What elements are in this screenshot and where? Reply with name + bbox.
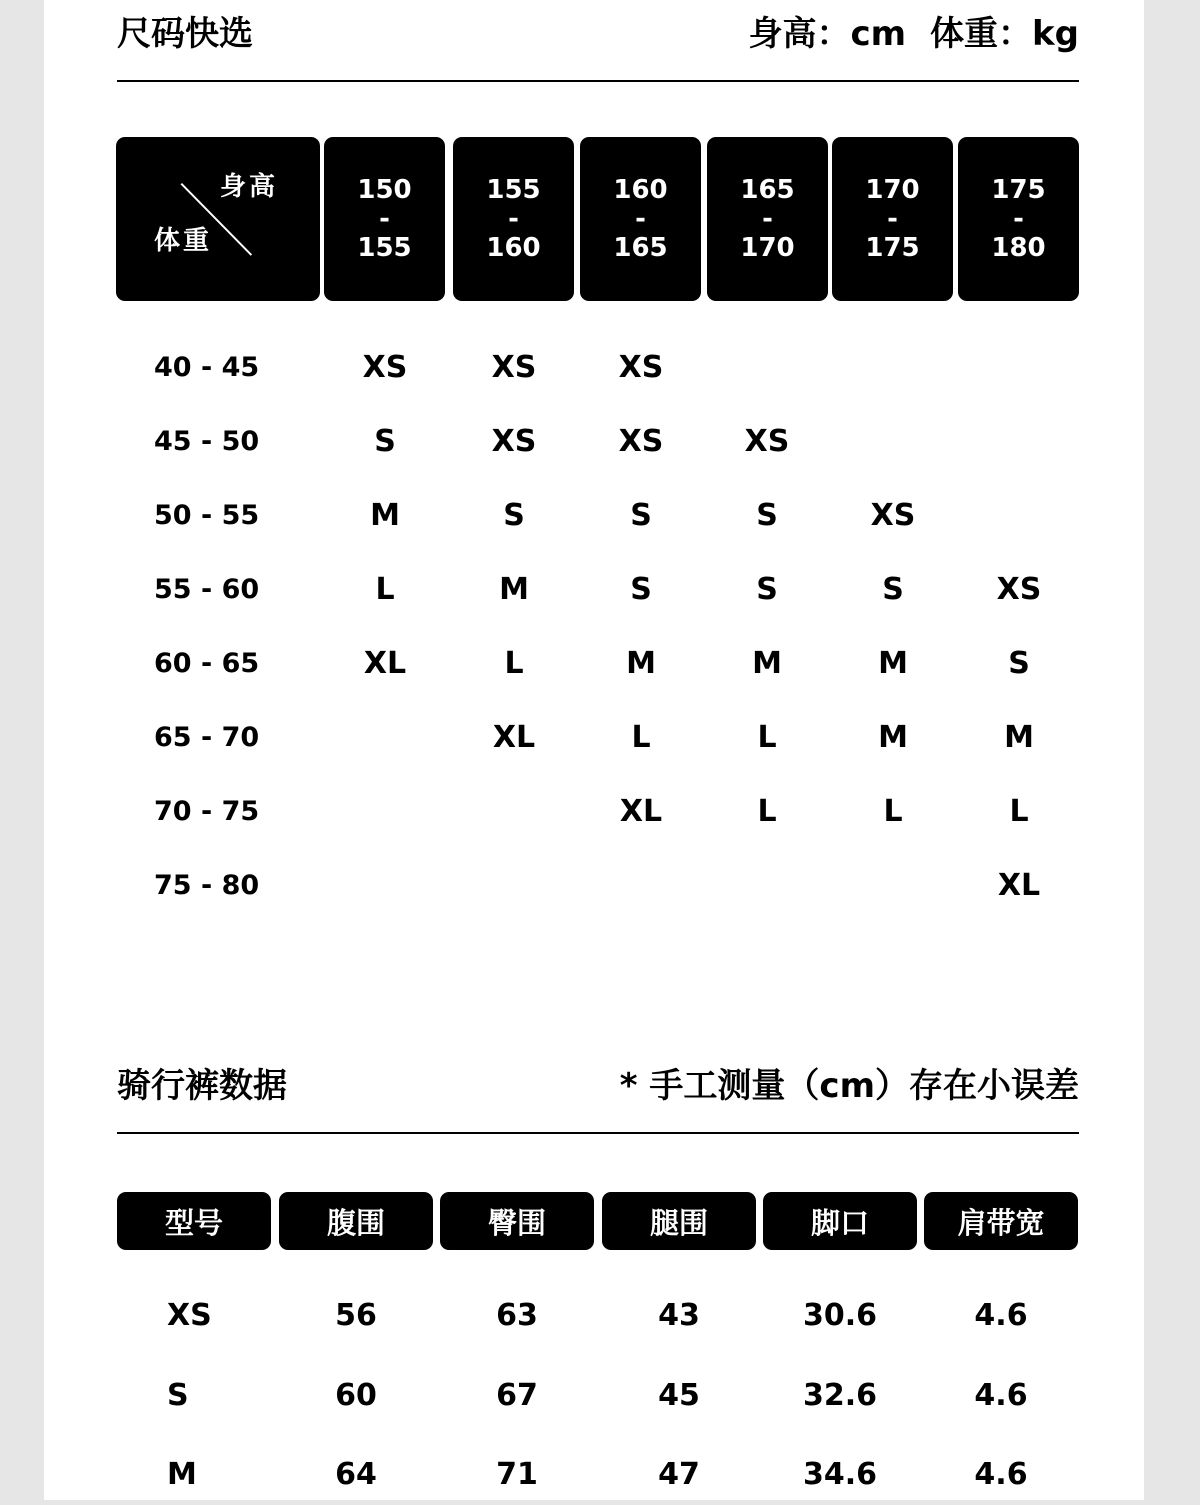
corner-height-label: 身高 [220,172,279,202]
height-from: 160 [613,174,668,205]
table-cell: 63 [496,1298,538,1333]
height-from: 150 [357,174,412,205]
weight-range-label: 45 - 50 [154,426,260,457]
size-cell: M [878,646,908,681]
height-from: 155 [486,174,541,205]
table-cell: 32.6 [802,1378,878,1413]
height-from: 165 [740,174,795,205]
size-cell: L [757,720,777,755]
size-cell: S [503,498,525,533]
weight-range-label: 60 - 65 [154,648,260,679]
quick-size-title: 尺码快选 [117,13,253,54]
height-header-cell [324,137,445,301]
matrix-row [44,560,1144,620]
matrix-row [44,634,1144,694]
weight-range-label: 65 - 70 [154,722,260,753]
corner-weight-label: 体重 [154,226,213,256]
table-cell: 4.6 [974,1457,1028,1492]
matrix-row [44,486,1144,546]
pants-data-title: 骑行裤数据 [117,1065,287,1106]
size-cell: XS [491,424,537,459]
table-cell: 43 [658,1298,700,1333]
size-cell: S [882,572,904,607]
size-cell: S [630,572,652,607]
size-cell: XL [619,794,663,829]
size-cell: L [1009,794,1029,829]
weight-unit: 体重：kg [930,13,1079,54]
size-cell: M [626,646,656,681]
table-row [44,1445,1144,1505]
size-cell: XL [492,720,536,755]
quick-size-divider [117,80,1079,82]
size-cell: XS [618,350,664,385]
col-header: 臀围 [440,1192,594,1250]
size-cell: L [631,720,651,755]
height-to: 175 [865,232,920,263]
height-header-cell [832,137,953,301]
table-cell: 34.6 [802,1457,878,1492]
table-cell: 71 [496,1457,538,1492]
size-cell: XL [363,646,407,681]
height-from: 175 [991,174,1046,205]
units-legend [748,6,1079,55]
col-header: 肩带宽 [924,1192,1078,1250]
size-cell: XS [870,498,916,533]
table-cell: 4.6 [974,1378,1028,1413]
height-header-cell [707,137,828,301]
size-cell: S [374,424,396,459]
matrix-row [44,782,1144,842]
size-cell: M [370,498,400,533]
size-cell: M [752,646,782,681]
height-to: 160 [486,232,541,263]
height-to: 180 [991,232,1046,263]
table-row [44,1366,1144,1426]
col-header: 型号 [117,1192,271,1250]
height-to: 155 [357,232,412,263]
corner-cell [116,137,320,301]
weight-range-label: 55 - 60 [154,574,260,605]
size-cell: M [499,572,529,607]
height-sep: - [1013,203,1024,234]
matrix-row [44,708,1144,768]
table-row [44,1286,1144,1346]
height-to: 170 [740,232,795,263]
size-guide-page [44,0,1144,1500]
table-cell: 64 [335,1457,377,1492]
size-cell: XS [618,424,664,459]
size-cell: S [1008,646,1030,681]
size-cell: XS [744,424,790,459]
table-cell: 4.6 [974,1298,1028,1333]
table-cell: 60 [335,1378,377,1413]
matrix-row [44,338,1144,398]
table-cell: M [167,1457,197,1492]
size-cell: S [756,572,778,607]
weight-range-label: 50 - 55 [154,500,260,531]
table-cell: 47 [658,1457,700,1492]
weight-range-label: 70 - 75 [154,796,260,827]
size-cell: L [504,646,524,681]
height-sep: - [762,203,773,234]
matrix-row [44,412,1144,472]
size-cell: S [756,498,778,533]
size-cell: XS [491,350,537,385]
table-cell: S [167,1378,189,1413]
table-cell: 67 [496,1378,538,1413]
table-cell: XS [167,1298,212,1333]
height-sep: - [635,203,646,234]
height-header-cell [958,137,1079,301]
size-cell: L [883,794,903,829]
weight-range-label: 75 - 80 [154,870,260,901]
table-cell: 56 [335,1298,377,1333]
height-to: 165 [613,232,668,263]
pants-data-header [117,1060,1079,1104]
quick-size-header [117,8,1079,52]
size-cell: M [878,720,908,755]
size-cell: XS [996,572,1042,607]
table-cell: 45 [658,1378,700,1413]
weight-range-label: 40 - 45 [154,352,260,383]
col-header: 腿围 [602,1192,756,1250]
height-header-cell [580,137,701,301]
table-cell: 30.6 [802,1298,878,1333]
size-cell: L [757,794,777,829]
height-unit: 身高：cm [748,13,907,54]
size-cell: XL [997,868,1041,903]
size-cell: L [375,572,395,607]
col-header: 脚口 [763,1192,917,1250]
height-sep: - [508,203,519,234]
size-cell: XS [362,350,408,385]
size-cell: S [630,498,652,533]
pants-data-divider [117,1132,1079,1134]
height-from: 170 [865,174,920,205]
height-header-cell [453,137,574,301]
height-sep: - [379,203,390,234]
height-sep: - [887,203,898,234]
matrix-row [44,856,1144,916]
col-header: 腹围 [279,1192,433,1250]
size-cell: M [1004,720,1034,755]
measurement-note: * 手工测量（cm）存在小误差 [619,1065,1079,1106]
